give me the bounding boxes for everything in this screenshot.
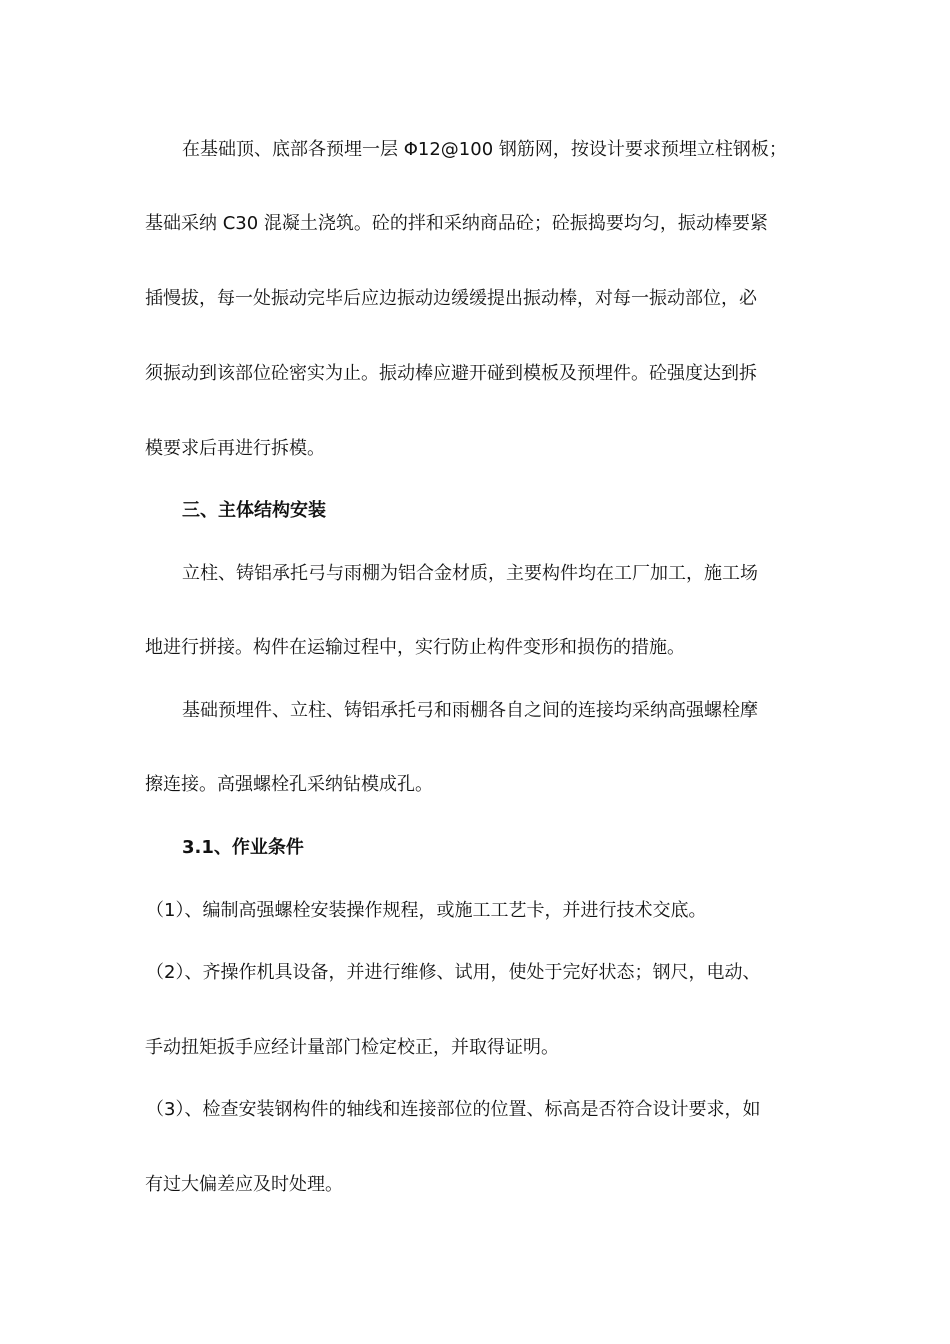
list-item: （2）、齐操作机具设备，并进行维修、试用，使处于完好状态；钢尺，电动、 — [146, 962, 761, 983]
paragraph-line: 手动扭矩扳手应经计量部门检定校正，并取得证明。 — [145, 1037, 559, 1058]
paragraph-line: 在基础顶、底部各预埋一层 Φ12@100 钢筋网，按设计要求预埋立柱钢板； — [182, 139, 787, 160]
paragraph-line: 有过大偏差应及时处理。 — [145, 1174, 343, 1195]
paragraph-line: 地进行拼接。构件在运输过程中，实行防止构件变形和损伤的措施。 — [145, 637, 685, 658]
subsection-heading: 3.1、作业条件 — [182, 837, 304, 858]
paragraph-line: 模要求后再进行拆模。 — [145, 438, 325, 459]
paragraph-line: 须振动到该部位砼密实为止。振动棒应避开碰到模板及预埋件。砼强度达到拆 — [145, 363, 757, 384]
paragraph-line: 立柱、铸铝承托弓与雨棚为铝合金材质，主要构件均在工厂加工，施工场 — [182, 563, 758, 584]
list-item: （1）、编制高强螺栓安装操作规程，或施工工艺卡，并进行技术交底。 — [146, 900, 707, 921]
paragraph-line: 基础采纳 C30 混凝土浇筑。砼的拌和采纳商品砼；砼振捣要均匀，振动棒要紧 — [145, 213, 768, 234]
list-item: （3）、检查安装钢构件的轴线和连接部位的位置、标高是否符合设计要求，如 — [146, 1099, 761, 1120]
section-heading: 三、主体结构安装 — [182, 500, 326, 521]
paragraph-line: 插慢拔，每一处振动完毕后应边振动边缓缓提出振动棒，对每一振动部位，必 — [145, 288, 757, 309]
paragraph-line: 基础预埋件、立柱、铸铝承托弓和雨棚各自之间的连接均采纳高强螺栓摩 — [182, 700, 758, 721]
paragraph-line: 擦连接。高强螺栓孔采纳钻模成孔。 — [145, 774, 433, 795]
